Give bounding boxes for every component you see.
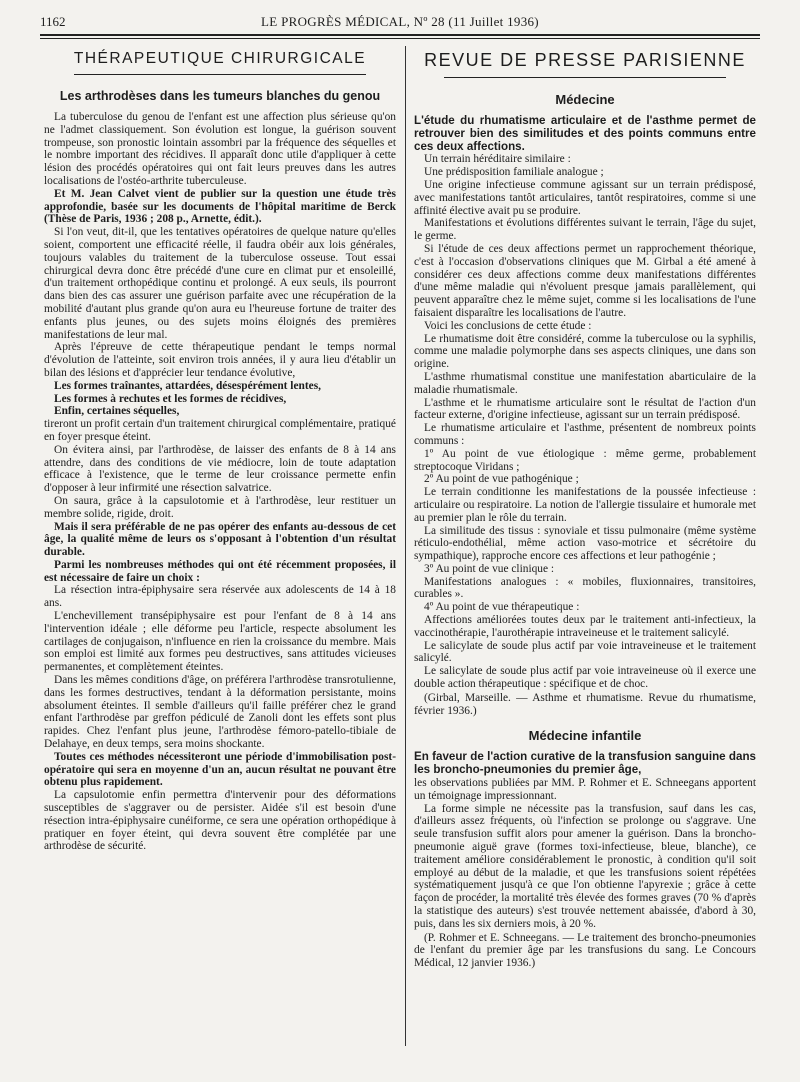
article-lead: En faveur de l'action curative de la transfusion sanguine dans les broncho-pneumonies du premier âge, <box>414 750 756 777</box>
journal-title: LE PROGRÈS MÉDICAL, Nº 28 (11 Juillet 1936) <box>261 14 539 29</box>
citation: (Girbal, Marseille. — Asthme et rhumatisme. Revue du rhumatisme, février 1936.) <box>414 691 756 717</box>
header-rule <box>40 34 760 36</box>
paragraph: La forme simple ne nécessite pas la transfusion, sauf dans les cas, d'ailleurs assez fréquents, où l'infection se prolonge ou s'aggrave. Une seule transfusion suffit alors pour amener la guérison. Dans la broncho-pneumonie aiguë grave (formes toxi-infectieuse, bleue, blanche), ce traitement améliore considérablement le pronostic, à condition qu'il soit employé au début de la maladie, et que les transfusions soient répétées systématiquement jusqu'à ce que l'on obtienne l'apyrexie ; grâce à cette façon de procéder, la mortalité très élevée des formes graves (70 % d'après la statistique des auteurs) s'est trouvée nettement abaissée, d'abord à 30, puis, dans les six derniers mois, à 20 %. <box>414 802 756 930</box>
paragraph: tireront un profit certain d'un traitement chirurgical complémentaire, pratiqué en foyer presque éteint. <box>44 418 396 443</box>
paragraph: Après l'épreuve de cette thérapeutique pendant le temps normal d'évolution de l'atteinte, soit environ trois années, il y aura lieu d'établir un bilan des lésions et d'apprécier leur tendance évolutive, <box>44 341 396 379</box>
header-rule-thin <box>40 38 760 39</box>
paragraph: L'asthme et le rhumatisme articulaire sont le résultat de l'action d'un facteur externe, d'origine infectieuse, agissant sur un terrain prédisposé. <box>414 396 756 422</box>
paragraph: Une origine infectieuse commune agissant sur un terrain prédisposé, avec manifestations tantôt articulaires, tantôt respiratoires, comme si une affinité élective avait pu se produire. <box>414 178 756 217</box>
section-rule <box>74 74 366 75</box>
section-rule <box>444 77 726 78</box>
paragraph: La capsulotomie enfin permettra d'intervenir pour des déformations susceptibles de s'aggraver ou de persister. Aidée s'il est besoin d'une résection intra-épiphysaire cunéiforme, ce sera une opération orthopédique à pratiquer en foyer éteint, qui devra souvent être complétée par une arthrodèse de sécurité. <box>44 789 396 853</box>
paragraph: Les formes à rechutes et les formes de récidives, <box>54 392 287 405</box>
paragraph: On saura, grâce à la capsulotomie et à l'arthrodèse, leur restituer un membre solide, rigide, droit. <box>44 494 396 520</box>
paragraph: Manifestations analogues : « mobiles, fluxionnaires, transitoires, curables ». <box>414 575 756 601</box>
column-divider <box>405 46 406 1046</box>
paragraph: L'enchevillement transépiphysaire est pour l'enfant de 8 à 14 ans l'intervention idéale ; elle déforme peu l'article, respecte absolument les cartilages de conjugaison, n'influence en rien la croissance du membre. Mais son emploi est limité aux formes peu destructives, sans attitudes vicieuses permanentes, et complètement éteintes. <box>44 610 396 674</box>
running-header <box>40 14 760 30</box>
paragraph: Toutes ces méthodes nécessiteront une période d'immobilisation post-opératoire qui sera en moyenne d'un an, aucun résultat ne pouvant être obtenu plus rapidement. <box>44 750 396 789</box>
page-number: 1162 <box>40 14 66 29</box>
subsection-heading: Médecine <box>555 92 615 107</box>
paragraph: Dans les mêmes conditions d'âge, on préférera l'arthrodèse transrotulienne, dans les formes destructives, tendant à la déformation persistante, moins absolument éteintes. Il semble d'ailleurs qu'il faille préférer chez le grand enfant l'arthrodèse par greffon pédiculé de Zanoli dont les effets sont plus rapides. Chez l'enfant plus jeune, l'arthrodèse fémoro-patello-tibiale de Delahaye, en deux temps, sera moins shockante. <box>44 674 396 751</box>
paragraph: Le rhumatisme articulaire et l'asthme, présentent de nombreux points communs : <box>414 422 756 447</box>
paragraph: Le salicylate de soude plus actif par voie intraveineuse où il exerce une double action thérapeutique : spécifique et de choc. <box>414 665 756 691</box>
paragraph: Parmi les nombreuses méthodes qui ont été récemment proposées, il est nécessaire de faire un choix : <box>44 558 396 584</box>
section-heading: REVUE DE PRESSE PARISIENNE <box>424 50 746 70</box>
paragraph: Voici les conclusions de cette étude : <box>424 319 592 332</box>
right-column <box>414 48 756 1052</box>
paragraph: Le salicylate de soude plus actif par voie intraveineuse et le traitement salicylé. <box>414 639 756 665</box>
article-title: Les arthrodèses dans les tumeurs blanches du genou <box>59 89 381 103</box>
paragraph: Une prédisposition familiale analogue ; <box>424 166 604 179</box>
paragraph: Affections améliorées toutes deux par le traitement anti-infectieux, la vaccinothérapie, l'aurothérapie intraveineuse et le traitement salicylé. <box>414 614 756 639</box>
paragraph: 4º Au point de vue thérapeutique : <box>424 601 580 614</box>
paragraph: 1º Au point de vue étiologique : même germe, probablement streptocoque Viridans ; <box>414 447 756 473</box>
citation: (P. Rohmer et E. Schneegans. — Le traitement des broncho-pneumonies de l'enfant du premier âge par les transfusions du sang. Le Concours Médical, 12 janvier 1936.) <box>414 931 756 970</box>
paragraph: Enfin, certaines séquelles, <box>54 405 180 418</box>
paragraph: Le rhumatisme doit être considéré, comme la tuberculose ou la syphilis, comme une maladie polymorphe dans ses aspects cliniques, une dans son origine. <box>414 332 756 371</box>
paragraph: La résection intra-épiphysaire sera réservée aux adolescents de 14 à 18 ans. <box>44 584 396 610</box>
paragraph: les observations publiées par MM. P. Rohmer et E. Schneegans apportent un témoignage impressionnant. <box>414 777 756 802</box>
paragraph: La tuberculose du genou de l'enfant est une affection plus sérieuse qu'on ne l'admet classiquement. Son évolution est longue, la guérison souvent trompeuse, son pronostic lointain assombri par la fréquence des séquelles et le nombre important des récidives. Il apparaît donc utile d'appliquer à cette lésion des procédés opératoires qui ont fait leurs preuves dans les autres localisations de l'ostéo-arthrite tuberculeuse. <box>44 111 396 187</box>
subsection-heading: Médecine infantile <box>528 728 642 744</box>
article-lead: L'étude du rhumatisme articulaire et de l'asthme permet de retrouver bien des similitudes et des points communs entre ces deux affections. <box>414 114 756 153</box>
section-heading: THÉRAPEUTIQUE CHIRURGICALE <box>73 50 367 67</box>
paragraph: Et M. Jean Calvet vient de publier sur la question une étude très approfondie, basée sur les documents de l'hôpital maritime de Berck (Thèse de Paris, 1936 ; 208 p., Arnette, édit.). <box>44 187 396 226</box>
paragraph: Un terrain héréditaire similaire : <box>424 153 571 166</box>
paragraph: Manifestations et évolutions différentes suivant le terrain, l'âge du sujet, le germe. <box>414 217 756 243</box>
paragraph: Si l'on veut, dit-il, que les tentatives opératoires de quelque nature qu'elles soient, comportent une efficacité réelle, il faudra obéir aux lois générales, toujours valables du traitement de la tuberculose osseuse. Tout essai chirurgical devra donc être précédé d'une cure en climat pur et ensoleillé, d'un traitement orthopédique continu et prolongé. A eux seuls, ils pourront dans bien des cas assurer une guérison parfaite avec une récupération de la mobilité d'autant plus grande qu'on aura eu l'heureuse fortune de traiter des enfants plus jeunes, ou des sujets moins éloignés des premières manifestations de leur mal. <box>44 226 396 341</box>
paragraph: Les formes traînantes, attardées, désespérément lentes, <box>54 379 321 392</box>
paragraph: Si l'étude de ces deux affections permet un rapprochement théorique, c'est à l'occasion d'observations cliniques que M. Girbal a été amené à considérer ces deux affections comme deux manifestations différentes d'une même maladie qui n'évoluent presque jamais parallèlement, qui peuvent apparaître chez le même sujet, comme si les localisations de l'une faisaient disparaître les localisations de l'autre. <box>414 242 756 319</box>
paragraph: Le terrain conditionne les manifestations de la poussée infectieuse : articulaire ou respiratoire. La notion de l'allergie tissulaire et humorale met au premier plan le rôle du terrain. <box>414 486 756 524</box>
paragraph: L'asthme rhumatismal constitue une manifestation abarticulaire de la maladie rhumatismale. <box>414 370 756 396</box>
paragraph: 2º Au point de vue pathogénique ; <box>424 473 579 486</box>
paragraph: On évitera ainsi, par l'arthrodèse, de laisser des enfants de 8 à 14 ans attendre, dans des conditions de vie médiocre, loin de toute adaptation efficace à l'existence, que le terme de leur croissance permette enfin d'opposer à leur infirmité une résection salvatrice. <box>44 443 396 495</box>
paragraph: Mais il sera préférable de ne pas opérer des enfants au-dessous de cet âge, la qualité même de leurs os s'opposant à l'obtention d'un résultat durable. <box>44 520 396 559</box>
paragraph: La similitude des tissus : synoviale et tissu pulmonaire (même système réticulo-endothélial, même action vaso-motrice et sécrétoire du sympathique), rapproche encore ces affections et leur pathogénie ; <box>414 524 756 563</box>
left-column <box>44 48 396 1052</box>
paragraph: 3º Au point de vue clinique : <box>424 562 555 575</box>
